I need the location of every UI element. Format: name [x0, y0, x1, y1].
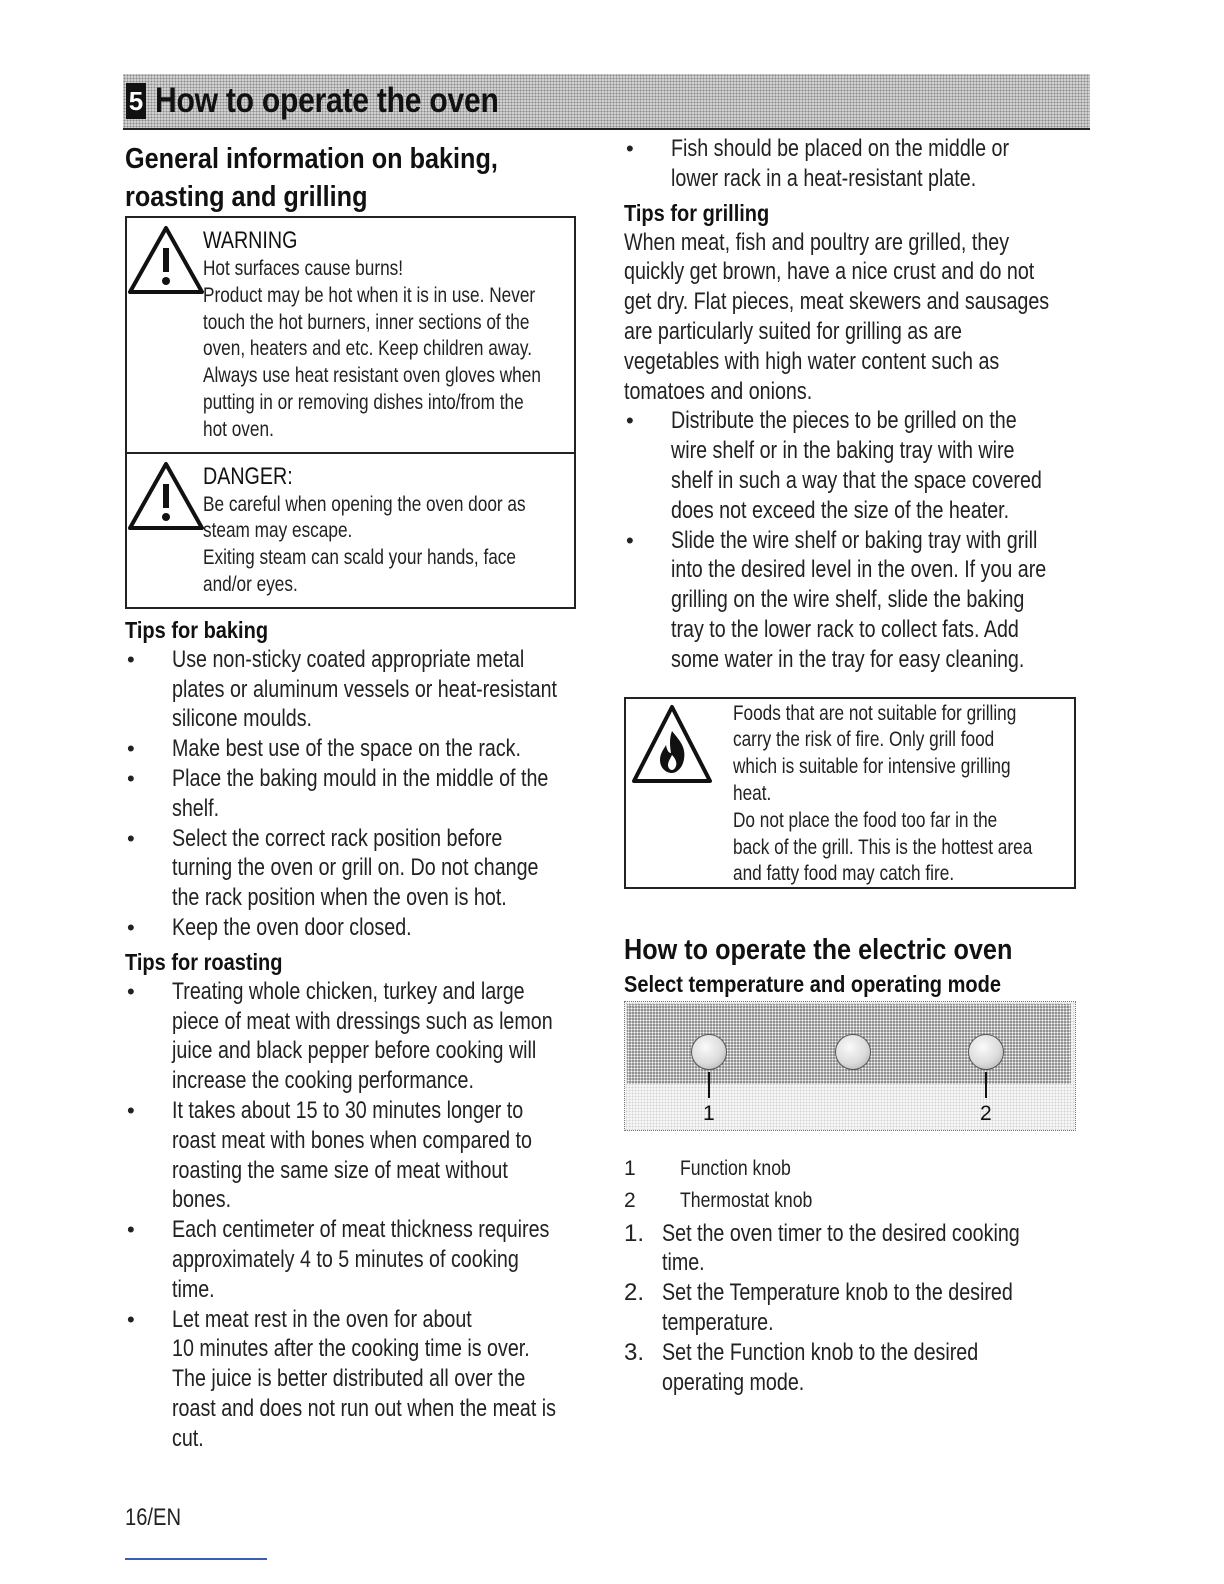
warning-text-line: hot oven. [203, 417, 274, 441]
step-item: 3. Set the Function knob to the desired operating mode. [624, 1338, 979, 1396]
section-title: How to operate the oven [155, 81, 499, 120]
callout-number-2: 2 [980, 1101, 992, 1125]
warning-heading: WARNING [203, 227, 298, 254]
fire-warning-line: which is suitable for intensive grilling [733, 755, 1011, 779]
list-item: • It takes about 15 to 30 minutes longer to roast meat with bones when compared to roasting the same size of meat without bones. [125, 1096, 595, 1215]
warning-text-line: touch the hot burners, inner sections of the [203, 310, 530, 334]
tips-roasting-title: Tips for roasting [125, 948, 283, 975]
list-item: • Slide the wire shelf or baking tray with grill into the desired level in the oven. If you are grilling on the wire shelf, slide the baking tray to the lower rack to collect fats. Add some water in the tray for easy cleaning. [624, 526, 1084, 675]
safety-warning-box [125, 216, 576, 609]
list-item: • Keep the oven door closed. [125, 913, 595, 943]
baking-tips-list [125, 645, 595, 943]
control-panel-diagram [624, 1001, 1076, 1131]
electric-oven-title: How to operate the electric oven [624, 933, 1013, 966]
fire-warning-icon [630, 703, 714, 787]
danger-text-line: Exiting steam can scald your hands, face [203, 546, 516, 570]
fire-warning-line: Do not place the food too far in the [733, 808, 998, 832]
list-item: • Use non-sticky coated appropriate metal plates or aluminum vessels or heat-resistant silicone moulds. [125, 645, 595, 734]
step-item: 1. Set the oven timer to the desired cooking time. [624, 1219, 1020, 1277]
danger-text-line: steam may escape. [203, 519, 353, 543]
warning-panel [127, 218, 574, 452]
fire-warning-line: heat. [733, 781, 772, 805]
roasting-tips-list [125, 977, 595, 1454]
list-item: • Place the baking mould in the middle of the shelf. [125, 764, 595, 824]
list-item: • Treating whole chicken, turkey and large piece of meat with dressings such as lemon juice and black pepper before cooking will increase the cooking performance. [125, 977, 595, 1096]
grilling-intro: When meat, fish and poultry are grilled, they quickly get brown, have a nice crust and do not get dry. Flat pieces, meat skewers and sausages are particularly suited for grilling as are vegetables with high water content such as tomatoes and onions. [624, 228, 1050, 405]
left-column [125, 140, 595, 1453]
fire-warning-line: back of the grill. This is the hottest area [733, 835, 1033, 859]
tips-grilling-title: Tips for grilling [624, 199, 770, 226]
thermostat-knob-icon [968, 1034, 1004, 1070]
danger-panel [127, 452, 574, 607]
danger-text-line: and/or eyes. [203, 572, 298, 596]
danger-heading: DANGER: [203, 462, 293, 490]
list-item: • Select the correct rack position before turning the oven or grill on. Do not change the rack position when the oven is hot. [125, 824, 595, 913]
tips-baking-title: Tips for baking [125, 616, 269, 643]
warning-text-line: Product may be hot when it is in use. Never [203, 283, 536, 307]
legend-row: 1 Function knob [624, 1156, 791, 1180]
page-number: 16/EN [125, 1504, 182, 1531]
select-temperature-title: Select temperature and operating mode [624, 970, 1001, 997]
warning-text-line: Always use heat resistant oven gloves when [203, 364, 541, 388]
step-item: 2. Set the Temperature knob to the desired temperature. [624, 1279, 1013, 1336]
callout-line-1 [708, 1072, 710, 1098]
footer-link-underline [125, 1558, 267, 1560]
callout-number-1: 1 [703, 1101, 715, 1125]
list-item: • Each centimeter of meat thickness requires approximately 4 to 5 minutes of cooking time. [125, 1215, 595, 1304]
right-column [624, 134, 1084, 1397]
knob-legend [624, 1153, 1084, 1217]
danger-text-line: Be careful when opening the oven door as [203, 492, 526, 516]
warning-text-line: oven, heaters and etc. Keep children away. [203, 337, 532, 361]
warning-triangle-icon [127, 224, 205, 296]
general-info-title: General information on baking, roasting and grilling [125, 143, 498, 213]
fire-warning-line: carry the risk of fire. Only grill food [733, 728, 995, 752]
middle-knob-icon [835, 1034, 871, 1070]
list-item: • Make best use of the space on the rack. [125, 734, 595, 764]
list-item: • Distribute the pieces to be grilled on the wire shelf or in the baking tray with wire shelf in such a way that the space covered does not exceed the size of the heater. [624, 406, 1084, 525]
fire-warning-line: and fatty food may catch fire. [733, 862, 955, 886]
legend-row: 2 Thermostat knob [624, 1188, 813, 1212]
fire-warning-text [733, 701, 1098, 889]
operation-steps [624, 1219, 1084, 1398]
warning-text-line: putting in or removing dishes into/from the [203, 390, 524, 414]
fire-warning-box [624, 697, 1076, 889]
callout-line-2 [985, 1072, 987, 1098]
section-header-banner [123, 74, 1090, 130]
list-item: • Let meat rest in the oven for about 10 minutes after the cooking time is over. The juice is better distributed all over the roast and does not run out when the meat is cut. [125, 1305, 595, 1454]
list-item: • Fish should be placed on the middle or lower rack in a heat-resistant plate. [624, 134, 1084, 194]
fire-warning-line: Foods that are not suitable for grilling [733, 701, 1017, 725]
section-number-badge: 5 [126, 83, 146, 119]
grilling-tips-list [624, 406, 1084, 674]
fish-tip-list [624, 134, 1084, 194]
danger-triangle-icon [127, 460, 205, 532]
function-knob-icon [691, 1034, 727, 1070]
warning-text-line: Hot surfaces cause burns! [203, 257, 404, 280]
